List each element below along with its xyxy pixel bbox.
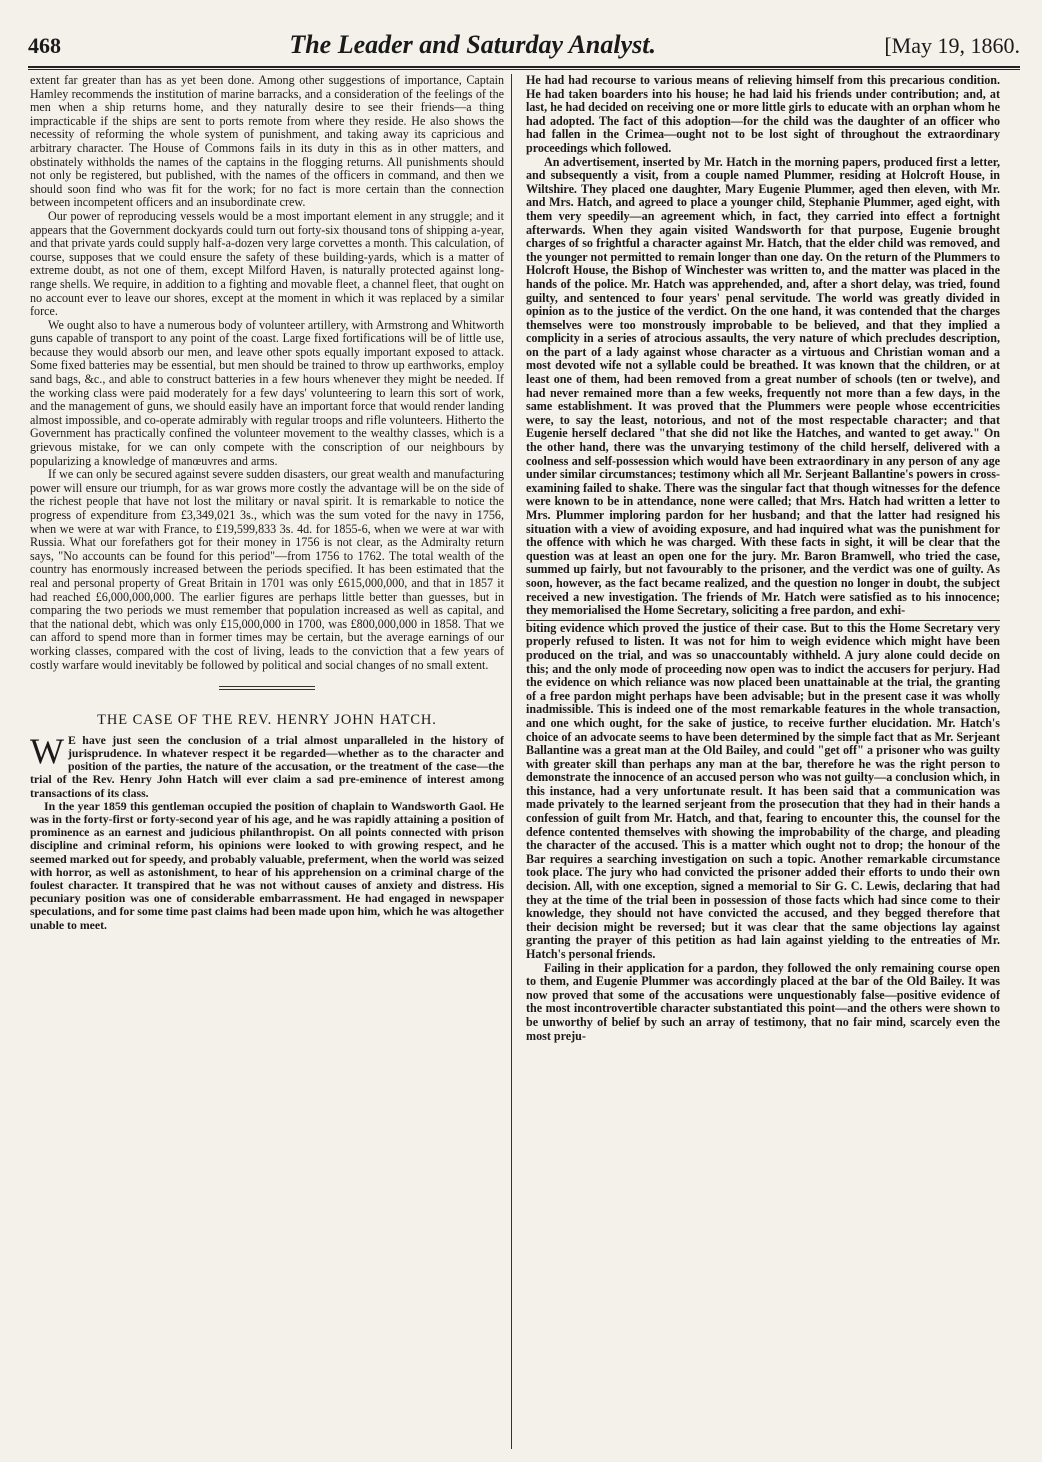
right-paragraph-1: He had had recourse to various means of relieving himself from this precarious condition. He had taken boarders into his house; he had laid his friends under contribution; and, at last, he had decided on receiving one or more little girls to educate with an orphan whom he had adopted. The fact of this adoption—for the child was the daughter of an officer who had fallen in the Crimea—ought not to be lost sight of throughout the extraordinary proceedings which followed. [526, 74, 1000, 155]
left-paragraph-3: We ought also to have a numerous body of volunteer artillery, with Armstrong and Whitworth guns capable of transport to any point of the coast. Large fixed fortifications will be of little use, because they would absorb our men, and leave other spots equally important exposed to attack. Some fixed batteries may be essential, but men should be trained to throw up earthworks, employ sand bags, &c., and able to construct batteries in a few hours whenever they might be needed. If the working class were paid moderately for a few days' volunteering to learn this sort of work, and the management of guns, we should easily have an important force that would render landing almost impossible, and co-operate admirably with regular troops and rifle volunteers. Hitherto the Government has practically confined the volunteer movement to the wealthy classes, which is a grievous mistake, for we can only compete with the conscription of our neighbours by popularizing a knowledge of manœuvres and arms. [30, 317, 504, 468]
publication-title: The Leader and Saturday Analyst. [289, 30, 656, 59]
right-column [526, 74, 1000, 1449]
article-lead [30, 730, 504, 800]
article-title: THE CASE OF THE REV. HENRY JOHN HATCH. [97, 712, 437, 729]
right-paragraph-2: An advertisement, inserted by Mr. Hatch in the morning papers, produced first a letter, and subsequently a visit, from a couple named Plummer, residing at Holcroft House, in Wiltshire. They placed one daughter, Mary Eugenie Plummer, aged then eleven, with Mr. and Mrs. Hatch, and agreed to place a younger child, Stephanie Plummer, aged eight, with them very speedily—an agreement which, in fact, they carried into effect a fortnight afterwards. When they again visited Wandsworth for that purpose, Eugenie brought charges of so frightful a character against Mr. Hatch, that the elder child was removed, and the younger not permitted to remain longer than one day. On the return of the Plummers to Holcroft House, the Bishop of Winchester was written to, and the matter was placed in the hands of the police. Mr. Hatch was apprehended, and, after a short delay, was tried, found guilty, and sentenced to four years' penal servitude. The world was greatly divided in opinion as to the justice of the verdict. On the one hand, it was contended that the charges themselves were too monstrously improbable to be believed, and that they implied a complicity in a series of atrocious assaults, the very nature of which precludes description, on the part of a lady against whose character as a virtuous and Christian woman and a most devoted wife not a syllable could be breathed. It was known that the children, or at least one of them, had been removed from a great number of schools (ten or twelve), and had never remained more than a few weeks, frequently not more than a few days, in the same establishment. It was proved that the Plummers were people whose eccentricities were, to say the least, notorious, and not of the most respectable character; and that Eugenie herself declared "that she did not like the Hatches, and wanted to get away." On the other hand, there was the unvarying testimony of the child herself, delivered with a coolness and self-possession which would have been extraordinary in any person of any age under similar circumstances; testimony which all Mr. Serjeant Ballantine's powers in cross-examining failed to shake. There was the singular fact that though witnesses for the defence were known to be in attendance, none were called; that Mrs. Hatch had written a letter to Mrs. Plummer imploring pardon for her husband; and that the latter had resigned his situation with a view of avoiding exposure, and had inquired what was the punishment for the offence with which he was charged. With these facts in sight, it will be clear that the question was at least an open one for the jury. Mr. Baron Bramwell, who tried the case, summed up fairly, but not favourably to the prisoner, and the verdict was one of guilty. As soon, however, as the fact became realized, and the question no longer in doubt, the subject received a new investigation. The friends of Mr. Hatch were satisfied as to his innocence; they memorialised the Home Secretary, soliciting a free pardon, and exhi- [526, 154, 1000, 618]
section-rule [219, 686, 315, 690]
left-paragraph-4: If we can only be secured against severe sudden disasters, our great wealth and manufacturing power will ensure our triumph, for as war grows more costly the advantage will be on the side of the richest people that have not lost the military or naval spirit. It is remarkable to notice the progress of expenditure from £3,349,021 3s., which was the sum voted for the navy in 1756, when we were at war with France, to £19,599,833 3s. 4d. for 1855-6, when we were at war with Russia. What our forefathers got for their money in 1756 is not clear, as the Admiralty return says, "No accounts can be found for this period"—from 1756 to 1762. The total wealth of the country has enormously increased between the periods specified. It has been estimated that the real and personal property of Great Britain in 1701 was only £615,000,000, and that in 1857 it had reached £6,000,000,000. The earlier figures are perhaps little better than guesses, but in comparing the two periods we must remember that population increased as well as capital, and that the national debt, which was only £15,000,000 in 1700, was £800,000,000 in 1858. That we can afford to spend more than in former times may be certain, but the average earnings of our working classes, compared with the cost of living, leads to the conviction that a few years of costly warfare would inevitably be followed by political and social changes of no small extent. [30, 467, 504, 672]
article-lead-text: E have just seen the conclusion of a trial almost unparalleled in the history of jurisprudence. In whatever respect it be regarded—whether as to the character and position of the parties, the nature of the accusation, or the treatment of the case—the trial of the Rev. Henry John Hatch will ever claim a sad pre-eminence of interest among transactions of its class. [30, 732, 504, 800]
page-number: 468 [28, 33, 61, 58]
page-header [28, 30, 1020, 64]
right-paragraph-3: biting evidence which proved the justice of their case. But to this the Home Secretary very properly refused to listen. It was not for him to weigh evidence which might have been produced on the trial, and was so unaccountably withheld. A jury alone could decide on this; and the only mode of proceeding now open was to indict the accusers for perjury. Had the evidence on which reliance was now placed been unattainable at the trial, the granting of a free pardon might perhaps have been advisable; but in the present case it was wholly inadmissible. This is indeed one of the most remarkable features in the whole transaction, and one which ought, for the sake of justice, to receive further elucidation. Mr. Hatch's choice of an advocate seems to have been determined by the simple fact that as Mr. Serjeant Ballantine was a great man at the Old Bailey, and could "get off" a prisoner who was guilty with greater skill than perhaps any man at the bar, therefore he was the right person to demonstrate the innocence of an accused person who was not guilty—a conclusion which, in this instance, had a very unfortunate result. It has been said that a communication was made privately to the learned serjeant from the prosecution that they had in their hands a confession of guilt from Mr. Hatch, and that, fearing to encounter this, the counsel for the defence contented themselves with showing the improbability of the charge, and pleading the character of the accused. This is a matter which ought not to drop; the honour of the Bar requires a searching investigation on such a topic. Another remarkable circumstance took place. The jury who had convicted the prisoner added their efforts to undo their own decision. All, with one exception, signed a memorial to Sir G. C. Lewis, declaring that had they at the time of the trial been in possession of those facts which had since come to their knowledge, they should not have convicted the accused, and they begged therefore that their decision might be reversed; but it was clear that the same objections lay against granting the prayer of this petition as had lain against yielding to the entreaties of Mr. Hatch's personal friends. [526, 620, 1000, 961]
header-rule [28, 66, 1020, 70]
issue-date: [May 19, 1860. [884, 33, 1020, 58]
column-divider [511, 74, 512, 1449]
right-paragraph-4: Failing in their application for a pardon, they followed the only remaining course open to them, and Eugenie Plummer was accordingly placed at the bar of the Old Bailey. It was now proved that some of the accusations were unquestionably false—positive evidence of the most incontrovertible character substantiated this point—and the others were shown to be unworthy of belief by such an array of testimony, that no fair mind, scarcely even the most preju- [526, 960, 1000, 1043]
left-column [30, 74, 504, 1449]
left-paragraph-2: Our power of reproducing vessels would be a most important element in any struggle; and it appears that the Government dockyards could turn out forty-six thousand tons of shipping a-year, and that private yards could supply half-a-dozen very large corvettes a month. This calculation, of course, supposes that we could ensure the safety of these building-yards, which is a matter of extreme doubt, as not one of them, except Milford Haven, is naturally protected against long-range shells. We require, in addition to a fighting and movable fleet, a channel fleet, that ought on no account ever to leave our shores, except at the moment in which it was replaced by a similar force. [30, 208, 504, 319]
left-paragraph-1: extent far greater than has as yet been done. Among other suggestions of importance, Captain Hamley recommends the institution of marine barracks, and a consideration of the feelings of the men when a ship returns home, and they naturally desire to see their friends—a thing impracticable if the ships are sent to ports remote from where they reside. He also shows the necessity of reforming the whole system of punishment, and taking away its capricious and arbitrary character. The House of Commons fails in its duty in this as in other matters, and obstinately withholds the names of the captains in the flogging returns. All punishments should not only be registered, but published, with the names of the officers in command, and then we should soon find who was fit for the work; for no fact is more certain than the connection between incompetent officers and an insubordinate crew. [30, 74, 504, 210]
article-body [30, 730, 504, 932]
article-paragraph-1: In the year 1859 this gentleman occupied the position of chaplain to Wandsworth Gaol. He was in the forty-first or forty-second year of his age, and he was rapidly attaining a position of prominence as an earnest and judicious philanthropist. On all points connected with prison discipline and criminal reform, his opinions were looked to with growing respect, and he seemed marked out for speedy, and probably valuable, preferment, when the world was seized with horror, as well as astonishment, to hear of his apprehension on a criminal charge of the foulest character. It transpired that he was not without causes of anxiety and distress. His pecuniary position was one of considerable embarrassment. He had engaged in newspaper speculations, and for some time past claims had been made upon him, which he was altogether unable to meet. [30, 798, 504, 932]
drop-cap: W [30, 730, 64, 771]
